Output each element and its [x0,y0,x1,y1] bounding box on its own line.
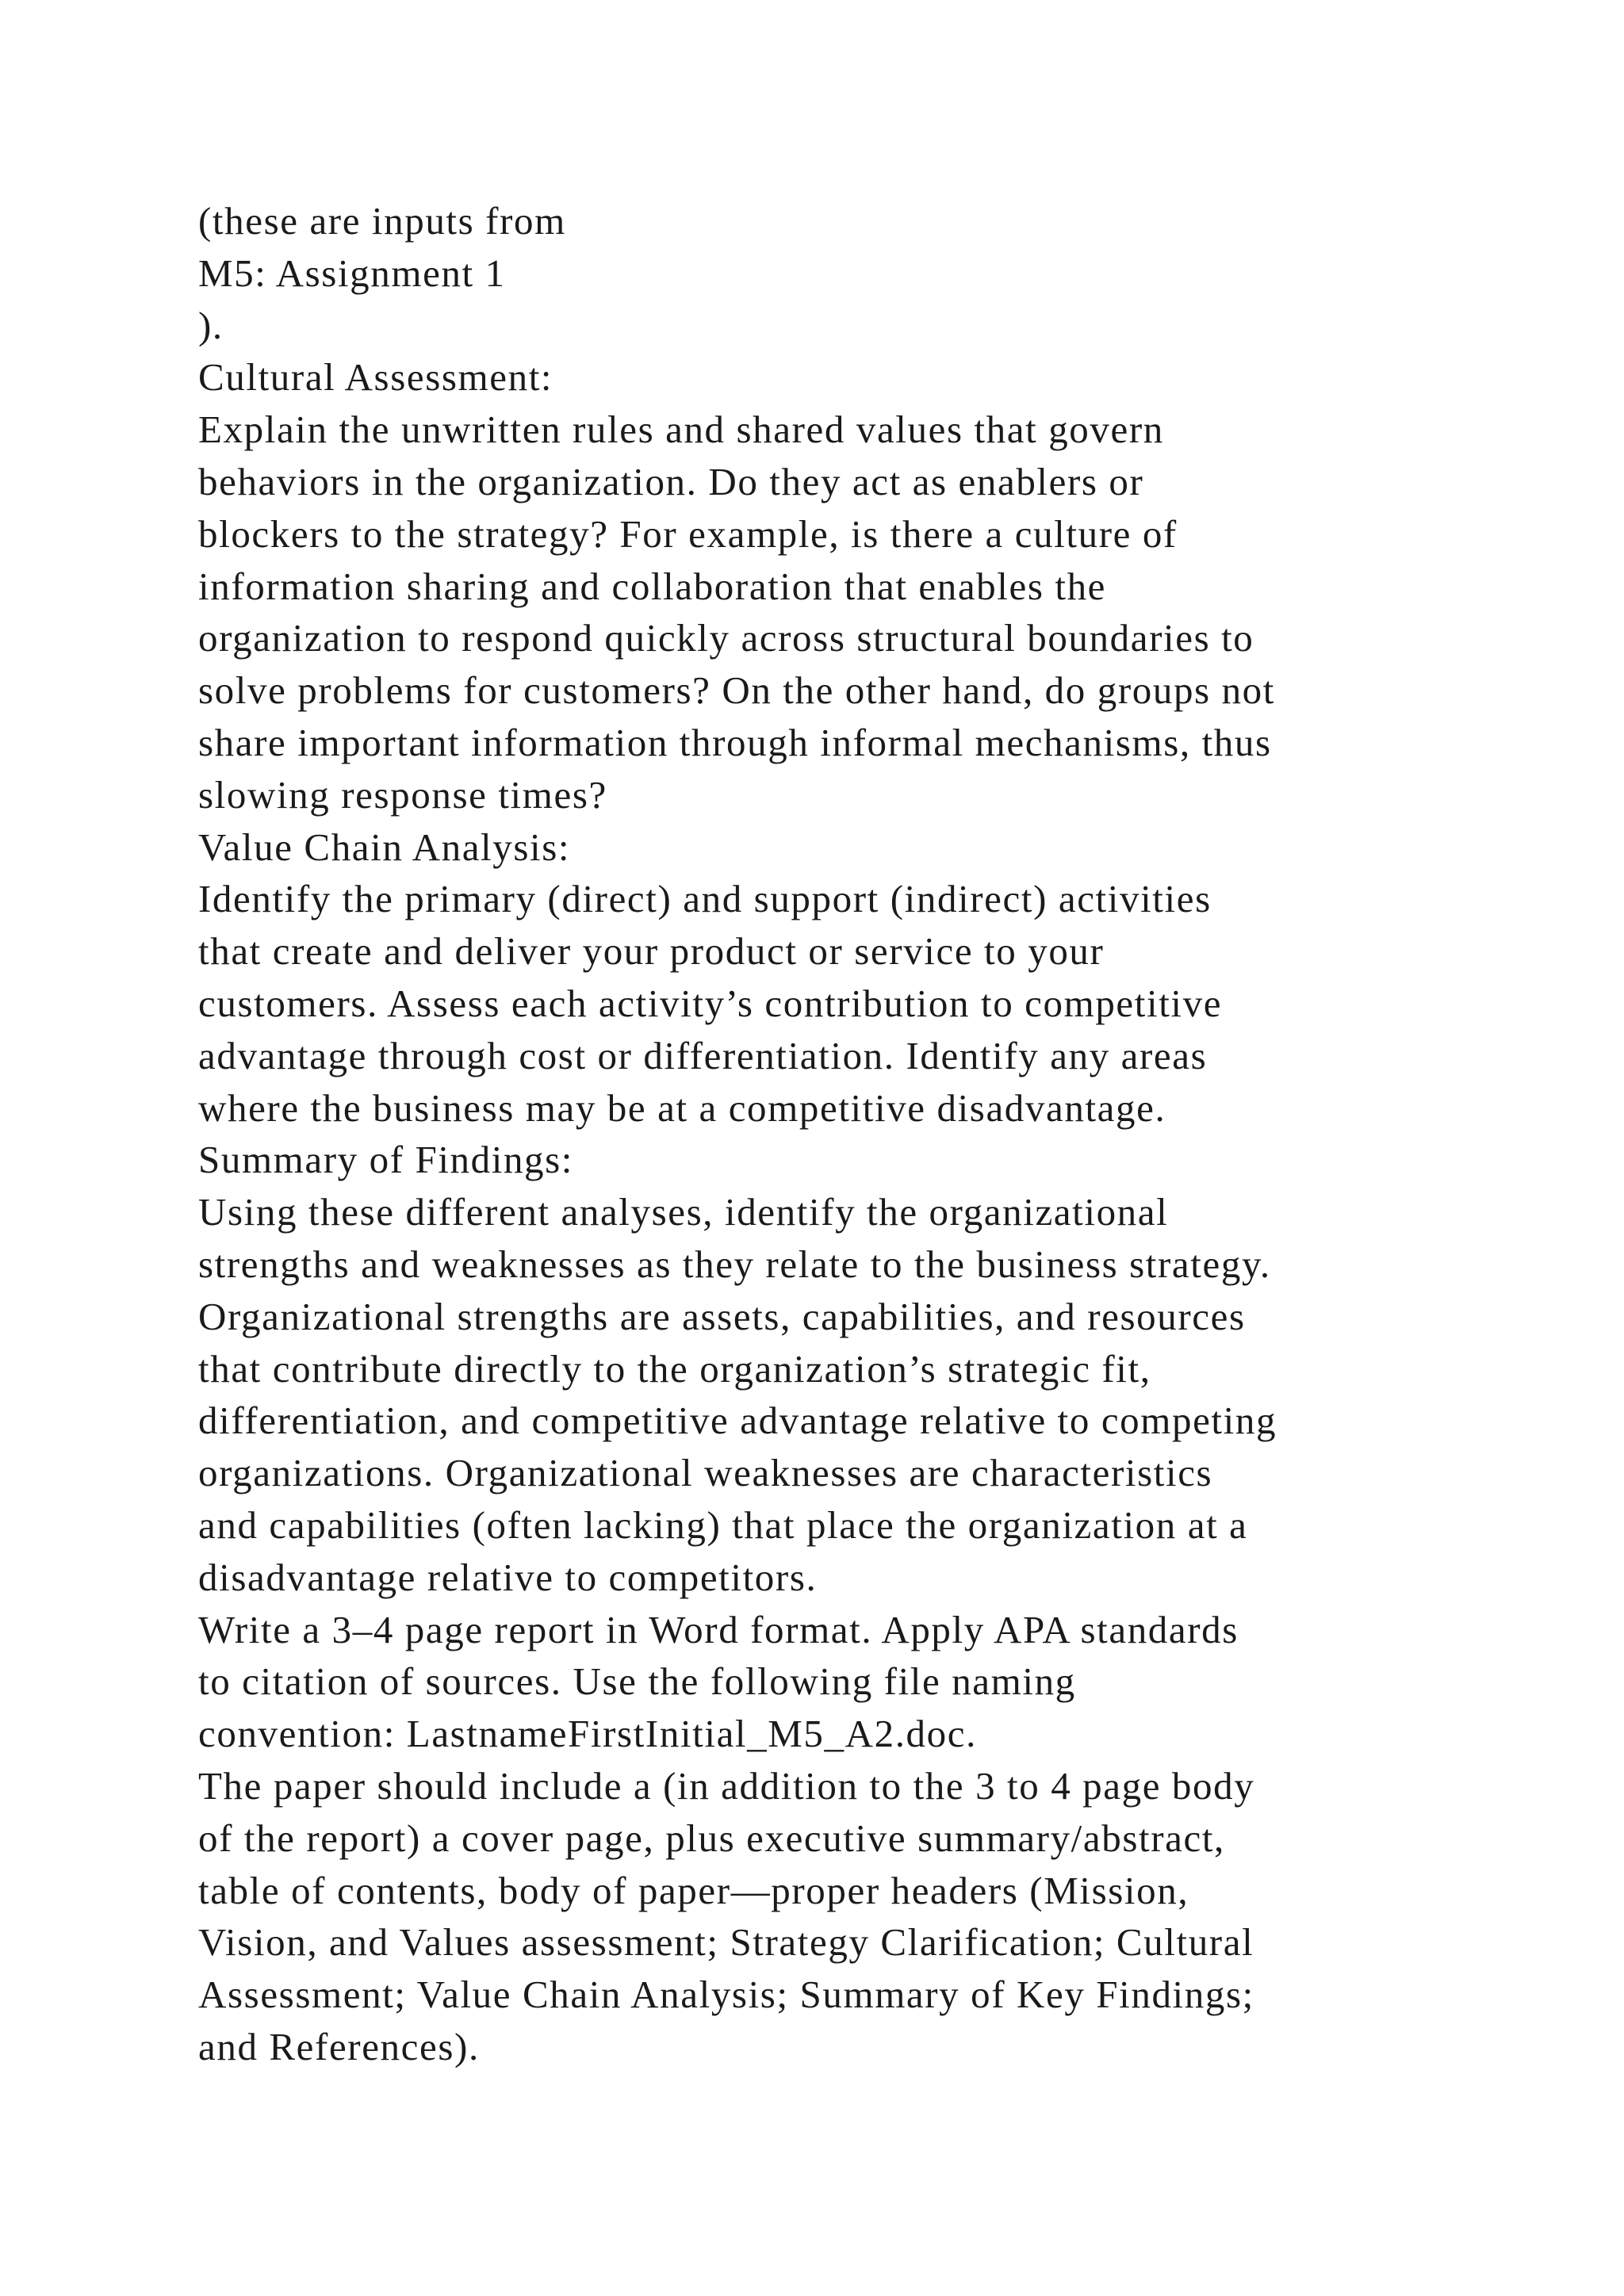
text-line: table of contents, body of paper—proper headers (Mission, [198,1868,1189,1912]
text-line: and References). [198,2024,480,2068]
text-line: Explain the unwritten rules and shared values that govern [198,408,1164,452]
text-line: to citation of sources. Use the following file naming [198,1659,1076,1704]
text-line: solve problems for customers? On the other hand, do groups not [198,668,1275,713]
text-line: Write a 3–4 page report in Word format. Apply APA standards [198,1607,1239,1651]
text-line: that create and deliver your product or service to your [198,929,1105,974]
text-line: organization to respond quickly across structural boundaries to [198,616,1254,660]
text-line: where the business may be at a competitive disadvantage. [198,1085,1166,1130]
text-line: Using these different analyses, identify the organizational [198,1190,1169,1234]
text-line: convention: LastnameFirstInitial_M5_A2.doc. [198,1712,977,1756]
text-line: advantage through cost or differentiation. Identify any areas [198,1033,1208,1077]
text-line: ). [198,303,224,347]
text-line: strengths and weaknesses as they relate to the business strategy. [198,1242,1271,1286]
text-line: of the report) a cover page, plus executive summary/abstract, [198,1816,1225,1860]
text-line: slowing response times? [198,772,607,817]
section-heading-value-chain-analysis: Value Chain Analysis: [198,825,571,869]
section-heading-summary-of-findings: Summary of Findings: [198,1138,574,1182]
text-line: customers. Assess each activity’s contribution to competitive [198,981,1223,1025]
text-line: and capabilities (often lacking) that place the organization at a [198,1502,1248,1547]
text-line: organizations. Organizational weaknesses are characteristics [198,1451,1213,1495]
text-line: differentiation, and competitive advantage relative to competing [198,1399,1277,1443]
text-line: that contribute directly to the organization’s strategic fit, [198,1346,1151,1391]
text-line: information sharing and collaboration that enables the [198,564,1107,608]
text-line: Assessment; Value Chain Analysis; Summary of Key Findings; [198,1973,1254,2017]
text-line: share important information through informal mechanisms, thus [198,720,1272,764]
text-line: disadvantage relative to competitors. [198,1555,818,1599]
text-line: Vision, and Values assessment; Strategy Clarification; Cultural [198,1920,1254,1965]
text-line: blockers to the strategy? For example, is there a culture of [198,511,1178,556]
text-line: Organizational strengths are assets, capabilities, and resources [198,1294,1246,1338]
text-line: behaviors in the organization. Do they act as enablers or [198,459,1144,503]
text-line: M5: Assignment 1 [198,251,506,295]
text-line: Identify the primary (direct) and support (indirect) activities [198,877,1212,921]
section-heading-cultural-assessment: Cultural Assessment: [198,355,553,400]
document-body [198,195,1594,2073]
text-line: (these are inputs from [198,199,566,243]
text-line: The paper should include a (in addition to the 3 to 4 page body [198,1763,1255,1808]
